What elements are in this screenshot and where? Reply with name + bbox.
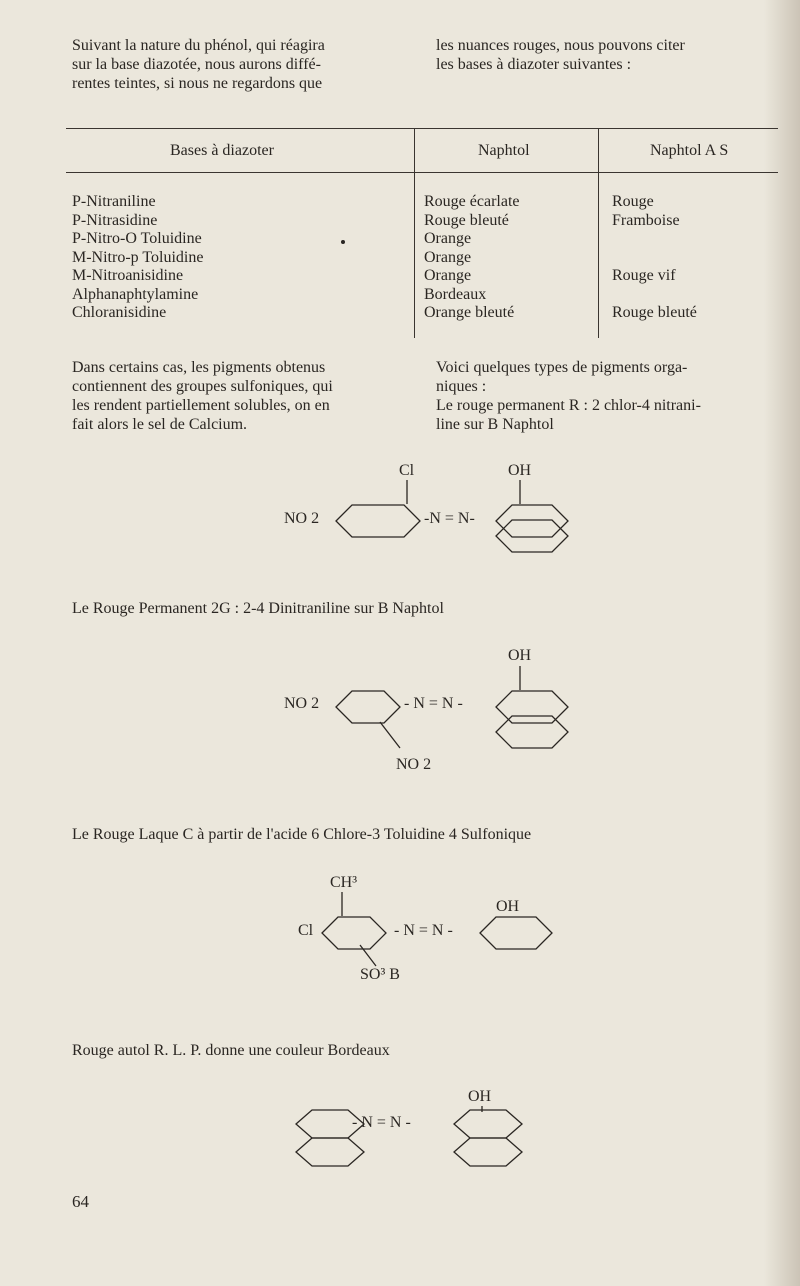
table-cell: Rouge vif — [612, 267, 676, 284]
formula-label-oh: OH — [468, 1088, 492, 1105]
caption-rouge-permanent-2g: Le Rouge Permanent 2G : 2-4 Dinitraniline sur B Naphtol — [72, 600, 444, 617]
paragraph-line: Dans certains cas, les pigments obtenus — [72, 359, 326, 376]
paragraph-line: line sur B Naphtol — [436, 416, 554, 433]
table-cell: P-Nitro-O Toluidine — [72, 230, 202, 247]
table-header-bases: Bases à diazoter — [170, 142, 274, 159]
table-cell: Rouge bleuté — [612, 304, 697, 321]
table-cell: Rouge écarlate — [424, 193, 520, 210]
page-number: 64 — [72, 1192, 89, 1211]
table-cell: Orange — [424, 248, 472, 266]
paragraph-line: Le rouge permanent R : 2 chlor-4 nitrani- — [436, 397, 701, 414]
formula-label-so3: SO³ B — [360, 966, 400, 983]
formula-azo-link: - N = N - — [352, 1114, 411, 1131]
table-cell: Rouge — [612, 193, 654, 210]
formula-label-no2: NO 2 — [284, 510, 320, 527]
intro-left-line: Suivant la nature du phénol, qui réagira — [72, 37, 325, 54]
naphthalene-ring — [296, 1138, 364, 1166]
paragraph-line: Voici quelques types de pigments orga- — [436, 359, 688, 376]
formula-label-oh: OH — [508, 462, 532, 479]
intro-right-line: les nuances rouges, nous pouvons citer — [436, 37, 685, 54]
table-cell: Orange — [424, 230, 472, 247]
intro-left-line: rentes teintes, si nous ne regardons que — [72, 75, 323, 92]
formula-label-ch3: CH³ — [330, 874, 358, 891]
formula-label-cl: Cl — [298, 922, 314, 939]
table-cell: Framboise — [612, 211, 680, 229]
formula-label-oh: OH — [508, 647, 532, 664]
table-cell: Orange — [424, 267, 472, 284]
naphthalene-ring — [454, 1138, 522, 1166]
formula-label-oh: OH — [496, 898, 520, 915]
paragraph-line: niques : — [436, 378, 487, 395]
formula-label-cl: Cl — [399, 462, 415, 479]
naphthalene-ring — [296, 1110, 364, 1138]
table-cell: P-Nitraniline — [72, 193, 156, 210]
table-cell: Alphanaphtylamine — [72, 285, 199, 303]
formula-label-no2: NO 2 — [284, 695, 320, 712]
table-cell: Orange bleuté — [424, 304, 515, 321]
caption-rouge-autol: Rouge autol R. L. P. donne une couleur Bordeaux — [72, 1042, 390, 1059]
table-header-naphtol-as: Naphtol A S — [650, 142, 729, 159]
naphthalene-ring — [454, 1110, 522, 1138]
paragraph-line: les rendent partiellement solubles, on en — [72, 397, 330, 414]
intro-left-line: sur la base diazotée, nous aurons diffé- — [72, 56, 321, 73]
intro-right-line: les bases à diazoter suivantes : — [436, 56, 632, 73]
formula-azo-link: - N = N - — [404, 695, 463, 712]
table-cell: M-Nitroanisidine — [72, 267, 184, 284]
formula-azo-link: - N = N - — [394, 922, 453, 939]
formula-azo-link: -N = N- — [424, 510, 475, 527]
paragraph-line: fait alors le sel de Calcium. — [72, 416, 248, 433]
table-header-naphtol: Naphtol — [478, 142, 530, 159]
paragraph-line: contiennent des groupes sulfoniques, qui — [72, 378, 333, 395]
caption-rouge-laque-c: Le Rouge Laque C à partir de l'acide 6 Chlore-3 Toluidine 4 Sulfonique — [72, 826, 532, 843]
table-cell: Rouge bleuté — [424, 211, 509, 229]
table-cell: P-Nitrasidine — [72, 211, 158, 229]
formula-label-no2: NO 2 — [396, 756, 432, 773]
table-cell: Bordeaux — [424, 285, 487, 303]
table-cell: Chloranisidine — [72, 304, 167, 321]
table-cell: M-Nitro-p Toluidine — [72, 248, 204, 266]
